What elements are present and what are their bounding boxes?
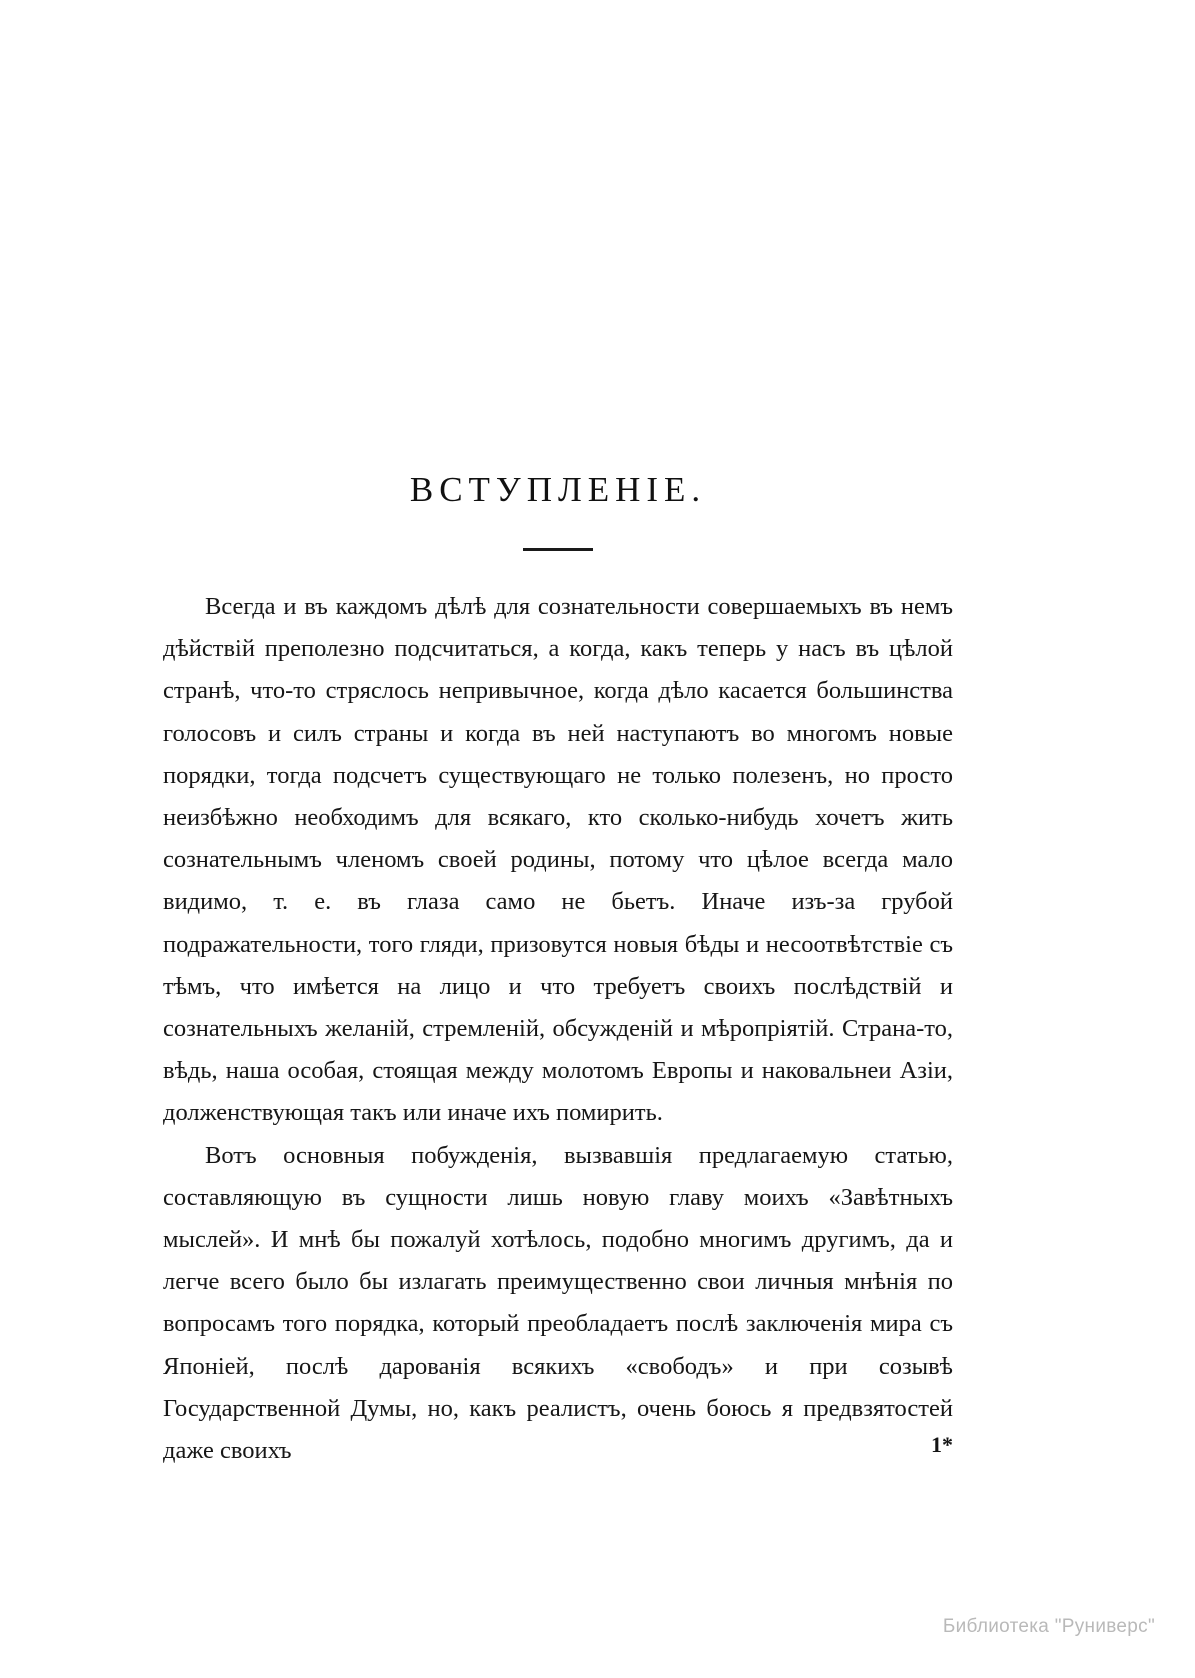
body-paragraph-2: Вотъ основныя побужденія, вызвавшія предлагаемую статью, составляющую въ сущности лишь новую главу моихъ «Завѣтныхъ мыслей». И мнѣ бы пожалуй хотѣлось, подобно многимъ другимъ, да и легче всего было бы излагать преимущественно свои личныя мнѣнія по вопросамъ того порядка, который преобладаетъ послѣ заключенія мира съ Японіей, послѣ дарованія всякихъ «свободъ» и при созывѣ Государственной Думы, но, какъ реалистъ, очень боюсь я предвзятостей даже своихъ [163, 1141, 953, 1465]
page-title: ВСТУПЛЕНІЕ. [409, 470, 707, 509]
page-signature-marker: 1* [931, 1432, 953, 1457]
library-watermark: Библиотека "Руниверс" [942, 1616, 1155, 1637]
title-divider [163, 538, 953, 556]
divider-line [523, 548, 593, 551]
page-content [163, 470, 953, 1472]
body-paragraph-1: Всегда и въ каждомъ дѣлѣ для сознательности совершаемыхъ въ немъ дѣйствій преполезно подсчитаться, а когда, какъ теперь у насъ въ цѣлой странѣ, что-то стряслось непривычное, когда дѣло касается большинства голосовъ и силъ страны и когда въ ней наступаютъ во многомъ новые порядки, тогда подсчетъ существующаго не только полезенъ, но просто неизбѣжно необходимъ для всякаго, кто сколько-нибудь хочетъ жить сознательнымъ членомъ своей родины, потому что цѣлое всегда мало видимо, т. е. въ глаза само не бьетъ. Иначе изъ-за грубой подражательности, того гляди, призовутся новыя бѣды и несоотвѣтствіе съ тѣмъ, что имѣется на лицо и что требуетъ своихъ послѣдствій и сознательныхъ желаній, стремленій, обсужденій и мѣропріятій. Страна-то, вѣдь, наша особая, стоящая между молотомъ Европы и наковальнеи Азіи, долженствующая такъ или иначе ихъ помирить. [163, 593, 953, 1127]
